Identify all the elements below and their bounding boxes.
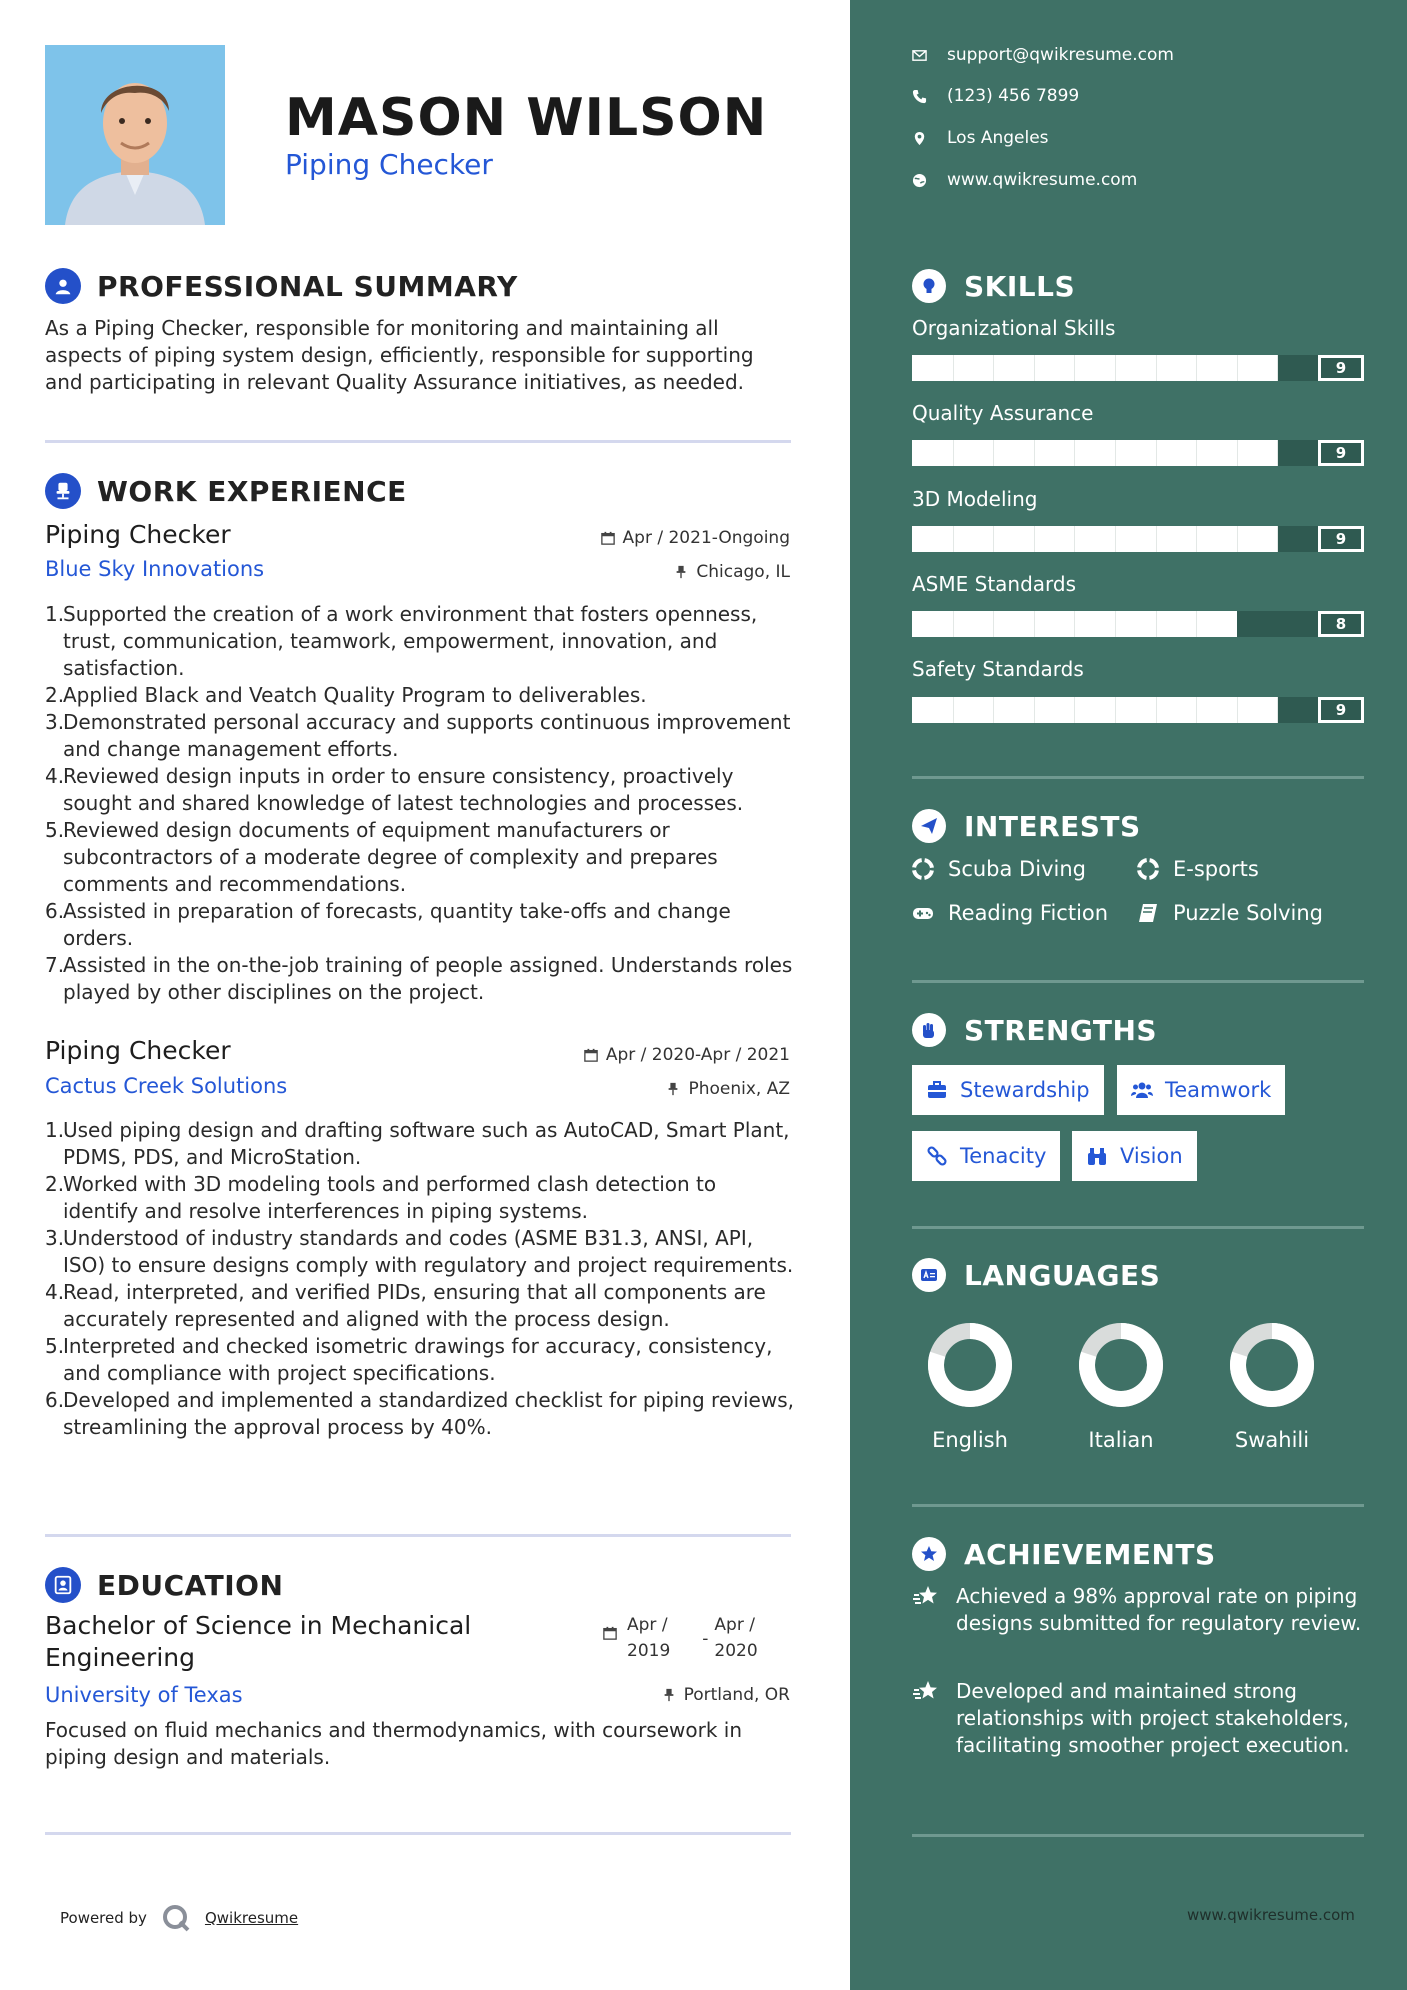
skill-segment-divider [1237, 355, 1238, 381]
section-divider [912, 1834, 1364, 1837]
language-item [1061, 1322, 1181, 1452]
skill-segment-divider [1196, 526, 1197, 552]
list-item: 4. Read, interpreted, and verified PIDs, ensuring that all components are accurately represented and aligned with the process design. [45, 1280, 766, 1331]
list-item: 2. Worked with 3D modeling tools and performed clash detection to identify and resolve interferences in piping systems. [45, 1172, 717, 1223]
skills-heading [912, 269, 1075, 303]
candidate-role: Piping Checker [285, 148, 493, 181]
skill-segment-divider [1156, 526, 1157, 552]
binoculars-icon [1086, 1145, 1108, 1167]
list-item: 3. Demonstrated personal accuracy and supports continuous improvement and change management efforts. [45, 710, 791, 761]
job-location-text: Chicago, IL [696, 562, 790, 582]
contact-email-text: support@qwikresume.com [947, 45, 1174, 65]
skill-segment-divider [1277, 697, 1278, 723]
education-location [662, 1685, 790, 1705]
achievements-title: ACHIEVEMENTS [964, 1537, 1216, 1571]
skill-score: 9 [1318, 355, 1364, 381]
achievements-heading [912, 1537, 1216, 1571]
calendar-icon [584, 1048, 598, 1062]
candidate-name: MASON WILSON [285, 88, 768, 148]
gamepad-icon [912, 902, 934, 924]
list-item: 3. Understood of industry standards and codes (ASME B31.3, ANSI, API, ISO) to ensure designs comply with regulatory and project requirements. [45, 1226, 794, 1277]
qwikresume-link[interactable]: Qwikresume [204, 1909, 299, 1927]
language-donut [1078, 1322, 1164, 1408]
life-ring-icon [1137, 858, 1159, 880]
contact-website-text: www.qwikresume.com [947, 170, 1138, 190]
education-dates [603, 1612, 758, 1664]
skill-segment-divider [1034, 611, 1035, 637]
job-dates-text: Apr / 2020-Apr / 2021 [605, 1045, 790, 1065]
language-item [1212, 1322, 1332, 1452]
powered-by [60, 1903, 298, 1933]
section-divider [912, 1226, 1364, 1229]
skill-segment-divider [993, 355, 994, 381]
section-divider [912, 1504, 1364, 1507]
skill-segment-divider [993, 697, 994, 723]
achievement-item: Developed and maintained strong relationships with project stakeholders, facilitating smoother project execution. [912, 1678, 1372, 1759]
envelope-icon [912, 48, 927, 63]
skill-segment-divider [1034, 355, 1035, 381]
skill-name: Organizational Skills [912, 316, 1116, 340]
strengths-title: STRENGTHS [964, 1013, 1158, 1047]
skill-segment-divider [1074, 697, 1075, 723]
list-item: 6. Assisted in preparation of forecasts, quantity take-offs and change orders. [45, 899, 731, 950]
graduate-icon [45, 1567, 81, 1603]
job-location-text: Phoenix, AZ [688, 1079, 790, 1099]
skill-segment-divider [953, 526, 954, 552]
job-title: Piping Checker [45, 520, 231, 549]
star-badge-icon [912, 1537, 946, 1571]
experience-heading [45, 473, 407, 509]
language-donut [927, 1322, 1013, 1408]
education-title: EDUCATION [97, 1568, 284, 1602]
start-date: Apr / 2019 [627, 1615, 671, 1661]
skill-bar [912, 355, 1318, 381]
skill-segment-divider [1196, 440, 1197, 466]
skill-segment-divider [1115, 526, 1116, 552]
contact-location [912, 128, 1049, 148]
section-divider [912, 776, 1364, 779]
section-divider [45, 440, 791, 443]
job-dates-text: Apr / 2021-Ongoing [622, 528, 790, 548]
calendar-icon [601, 531, 615, 545]
skill-segment-divider [953, 697, 954, 723]
skill-segment-divider [1237, 697, 1238, 723]
skill-name: ASME Standards [912, 572, 1077, 596]
life-ring-icon [912, 858, 934, 880]
skill-segment-divider [1156, 697, 1157, 723]
skill-segment-divider [1196, 611, 1197, 637]
skill-segment-divider [1277, 355, 1278, 381]
strength-tag: Vision [1072, 1131, 1197, 1181]
skill-bar [912, 697, 1318, 723]
powered-by-label: Powered by [60, 1909, 147, 1927]
contact-phone-text: (123) 456 7899 [947, 86, 1080, 106]
education-heading [45, 1567, 283, 1603]
contact-website[interactable] [912, 170, 1137, 190]
strength-tag: Stewardship [912, 1065, 1104, 1115]
skill-score: 9 [1318, 440, 1364, 466]
skill-score: 8 [1318, 611, 1364, 637]
list-item: 5. Reviewed design documents of equipment manufacturers or subcontractors of a moderate degree of complexity and prepares comments and recommendations. [45, 818, 718, 896]
skill-segment-divider [993, 440, 994, 466]
experience-title: WORK EXPERIENCE [97, 474, 407, 508]
section-divider [45, 1534, 791, 1537]
interest-item: Scuba Diving [912, 857, 1086, 881]
users-icon [1131, 1079, 1153, 1101]
skill-segment-divider [953, 611, 954, 637]
contact-phone[interactable] [912, 86, 1079, 106]
skills-title: SKILLS [964, 269, 1076, 303]
book-icon [1137, 902, 1159, 924]
summary-text: As a Piping Checker, responsible for monitoring and maintaining all aspects of piping system design, efficiently, responsible for supporting and participating in relevant Quality Assurance initiatives, as needed. [45, 316, 754, 394]
star-icon [912, 1678, 940, 1706]
skill-segment-divider [993, 526, 994, 552]
list-item: 7. Assisted in the on-the-job training of people assigned. Understands roles played by other disciplines on the project. [45, 953, 793, 1004]
job-duties-list [45, 1117, 795, 1441]
skill-name: Quality Assurance [912, 401, 1094, 425]
strengths-heading [912, 1013, 1157, 1047]
phone-icon [912, 89, 927, 104]
skill-segment-divider [1074, 355, 1075, 381]
section-divider [912, 980, 1364, 983]
skill-segment-divider [953, 440, 954, 466]
list-item: 1. Supported the creation of a work environment that fosters openness, trust, communication, teamwork, empowerment, innovation, and satisfaction. [45, 602, 758, 680]
skill-segment-divider [1237, 440, 1238, 466]
skill-segment-divider [1115, 697, 1116, 723]
list-item: 2. Applied Black and Veatch Quality Program to deliverables. [45, 683, 647, 707]
languages-title: LANGUAGES [964, 1258, 1161, 1292]
skill-segment-divider [1034, 526, 1035, 552]
hand-icon [912, 1013, 946, 1047]
job-location [674, 562, 790, 582]
footer-site[interactable]: www.qwikresume.com [1187, 1906, 1355, 1924]
language-donut [1229, 1322, 1315, 1408]
section-divider [45, 1832, 791, 1835]
skill-segment-divider [1074, 440, 1075, 466]
skill-segment-divider [1237, 526, 1238, 552]
strength-tag: Teamwork [1117, 1065, 1285, 1115]
skill-name: Safety Standards [912, 657, 1084, 681]
strength-tag: Tenacity [912, 1131, 1060, 1181]
skill-segment-divider [1074, 526, 1075, 552]
interests-title: INTERESTS [964, 809, 1141, 843]
education-location-text: Portland, OR [683, 1685, 790, 1705]
list-item: 5. Interpreted and checked isometric drawings for accuracy, consistency, and compliance with project specifications. [45, 1334, 773, 1385]
degree-title: Bachelor of Science in Mechanical Engineering [45, 1611, 472, 1672]
skill-segment-divider [993, 611, 994, 637]
skill-segment-divider [1156, 440, 1157, 466]
interests-heading [912, 809, 1141, 843]
pin-icon [662, 1688, 676, 1702]
skill-segment-divider [1034, 697, 1035, 723]
company-name: Cactus Creek Solutions [45, 1074, 288, 1098]
skill-fill [912, 355, 1277, 381]
languages-heading [912, 1258, 1160, 1292]
pin-icon [674, 565, 688, 579]
skill-segment-divider [1156, 355, 1157, 381]
skill-segment-divider [1156, 611, 1157, 637]
list-item: 1. Used piping design and drafting software such as AutoCAD, Smart Plant, PDMS, PDS, and MicroStation. [45, 1118, 790, 1169]
job-location [666, 1079, 790, 1099]
pin-icon [666, 1082, 680, 1096]
education-text: Focused on fluid mechanics and thermodynamics, with coursework in piping design and materials. [45, 1718, 743, 1769]
end-date: Apr / 2020 [714, 1615, 758, 1661]
paper-plane-icon [912, 809, 946, 843]
job-duties-list [45, 601, 795, 1006]
interest-item: Reading Fiction [912, 901, 1108, 925]
qwikresume-logo-icon [161, 1903, 191, 1933]
briefcase-icon [926, 1079, 948, 1101]
contact-email[interactable] [912, 45, 1174, 65]
interest-item: Puzzle Solving [1137, 901, 1323, 925]
skill-score: 9 [1318, 697, 1364, 723]
contact-location-text: Los Angeles [947, 128, 1049, 148]
interest-item: E-sports [1137, 857, 1259, 881]
language-name: Swahili [1234, 1428, 1310, 1452]
skill-bar [912, 611, 1318, 637]
skill-segment-divider [1074, 611, 1075, 637]
skill-segment-divider [1034, 440, 1035, 466]
globe-icon [912, 173, 927, 188]
language-item [910, 1322, 1030, 1452]
skill-segment-divider [1115, 611, 1116, 637]
map-pin-icon [912, 131, 927, 146]
calendar-icon [603, 1626, 617, 1640]
job-dates [584, 1045, 790, 1065]
skill-score: 9 [1318, 526, 1364, 552]
date-separator: - [702, 1629, 709, 1649]
skill-bar [912, 440, 1318, 466]
achievement-item: Achieved a 98% approval rate on piping designs submitted for regulatory review. [912, 1583, 1372, 1637]
skill-fill [912, 697, 1277, 723]
user-circle-icon [45, 268, 81, 304]
skill-segment-divider [1277, 440, 1278, 466]
school-name: University of Texas [45, 1683, 243, 1707]
skill-bar [912, 526, 1318, 552]
star-icon [912, 1583, 940, 1611]
summary-heading [45, 268, 518, 304]
skill-name: 3D Modeling [912, 487, 1038, 511]
job-title: Piping Checker [45, 1036, 231, 1065]
list-item: 4. Reviewed design inputs in order to ensure consistency, proactively sought and shared knowledge of latest technologies and processes. [45, 764, 744, 815]
skill-segment-divider [953, 355, 954, 381]
language-name: Italian [1088, 1428, 1154, 1452]
skill-segment-divider [1277, 526, 1278, 552]
list-item: 6. Developed and implemented a standardized checklist for piping reviews, streamlining the approval process by 40%. [45, 1388, 794, 1439]
skill-segment-divider [1196, 355, 1197, 381]
language-name: English [932, 1428, 1008, 1452]
skill-fill [912, 440, 1277, 466]
skill-fill [912, 526, 1277, 552]
language-icon [912, 1258, 946, 1292]
summary-title: PROFESSIONAL SUMMARY [97, 269, 518, 303]
office-chair-icon [45, 473, 81, 509]
company-name: Blue Sky Innovations [45, 557, 265, 581]
link-icon [926, 1145, 948, 1167]
job-dates [601, 528, 790, 548]
lightbulb-icon [912, 269, 946, 303]
skill-segment-divider [1115, 355, 1116, 381]
skill-segment-divider [1115, 440, 1116, 466]
skill-segment-divider [1196, 697, 1197, 723]
profile-photo [45, 45, 225, 225]
